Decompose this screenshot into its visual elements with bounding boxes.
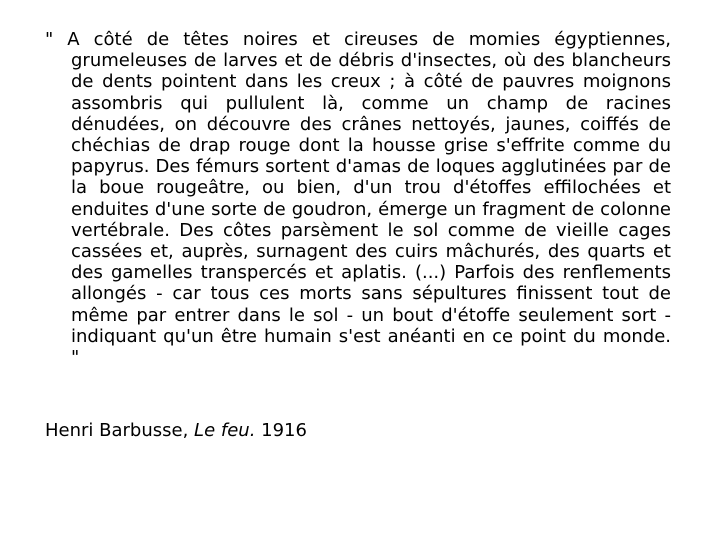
- attribution-work-title: Le feu.: [194, 420, 256, 441]
- attribution-year: 1916: [261, 420, 307, 441]
- attribution: [45, 420, 307, 442]
- quote-text: " A côté de têtes noires et cireuses de momies égyptiennes, grumeleuses de larves et de débris d'insectes, où des blancheurs de dents pointent dans les creux ; à côté de pauvres moignons assombris qui pullulent là, comme un champ de racines dénudées, on découvre des crânes nettoyés, jaunes, coiffés de chéchias de drap rouge dont la housse grise s'effrite comme du papyrus. Des fémurs sortent d'amas de loques agglutinées par de la boue rougeâtre, ou bien, d'un trou d'étoffes effilochées et enduites d'une sorte de goudron, émerge un fragment de colonne vertébrale. Des côtes parsèment le sol comme de vieille cages cassées et, auprès, surnagent des cuirs mâchurés, des quarts et des gamelles transpercés et aplatis. (...) Parfois des renflements allongés - car tous ces morts sans sépultures finissent tout de même par entrer dans le sol - un bout d'étoffe seulement sort - indiquant qu'un être humain s'est anéanti en ce point du monde. ": [45, 29, 671, 369]
- attribution-author: Henri Barbusse,: [45, 420, 189, 441]
